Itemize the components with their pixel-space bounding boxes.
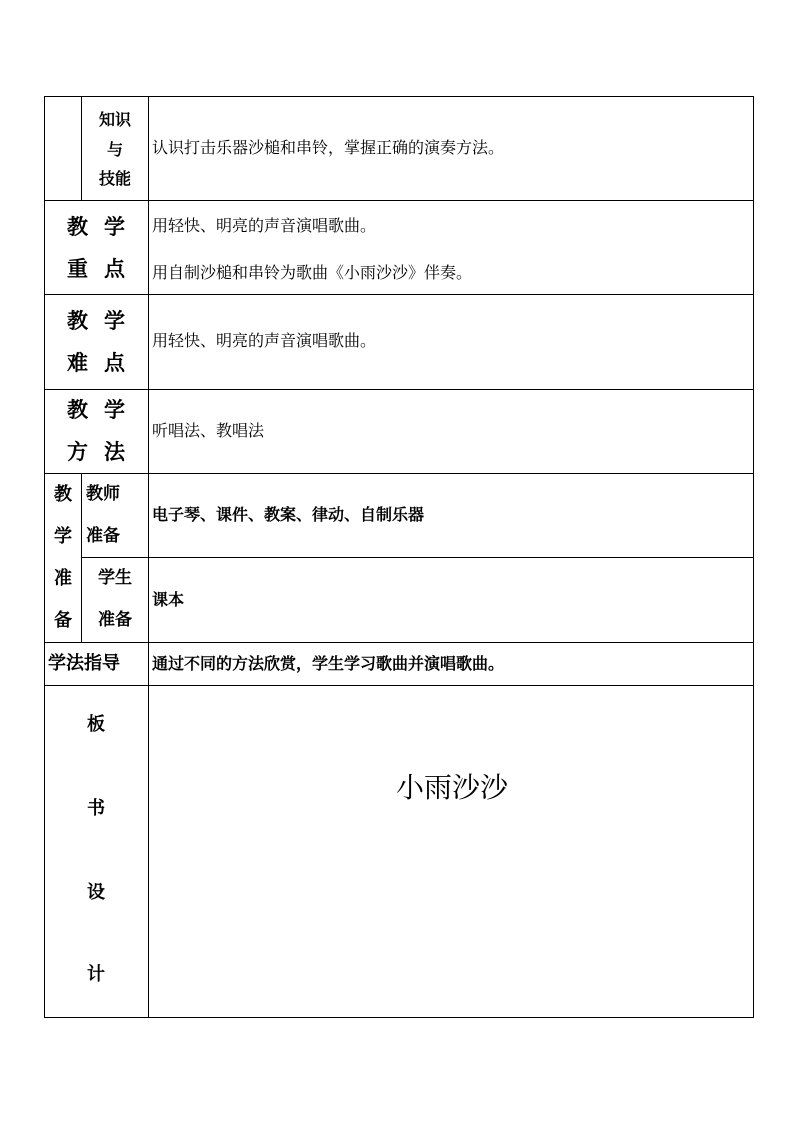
- student-prep-label-line-1: 学生: [98, 568, 132, 588]
- board-design-char-2: 书: [87, 798, 105, 819]
- row-border: [44, 642, 754, 643]
- difficulty-label-line-2: 难点: [67, 351, 141, 375]
- method-label-line-1: 教学: [67, 398, 141, 422]
- column-border: [81, 96, 82, 200]
- row-border: [44, 96, 754, 97]
- method-label-line-2: 方法: [67, 440, 141, 464]
- column-border: [753, 96, 754, 1018]
- row-border: [44, 200, 754, 201]
- method-content: 听唱法、教唱法: [152, 421, 265, 440]
- difficulty-content: 用轻快、明亮的声音演唱歌曲。: [152, 331, 377, 350]
- difficulty-label-line-1: 教学: [67, 309, 141, 333]
- row-border: [81, 557, 754, 558]
- focus-content-line-2: 用自制沙槌和串铃为歌曲《小雨沙沙》伴奏。: [152, 263, 473, 282]
- focus-label-line-1: 教学: [67, 215, 141, 239]
- column-border: [44, 96, 45, 1018]
- teacher-prep-label-line-2: 准备: [86, 526, 120, 546]
- teacher-prep-label-line-1: 教师: [86, 484, 120, 504]
- row-border: [44, 685, 754, 686]
- preparation-label-char-3: 准: [54, 568, 72, 589]
- focus-content-line-1: 用轻快、明亮的声音演唱歌曲。: [152, 216, 377, 235]
- board-design-char-3: 设: [87, 882, 105, 903]
- study-guidance-content: 通过不同的方法欣赏，学生学习歌曲并演唱歌曲。: [152, 654, 505, 673]
- study-guidance-label: 学法指导: [48, 653, 120, 674]
- preparation-label-char-1: 教: [54, 484, 72, 505]
- board-design-char-4: 计: [87, 964, 105, 985]
- board-design-char-1: 板: [87, 714, 105, 735]
- row-border: [44, 294, 754, 295]
- row-border: [44, 1017, 754, 1018]
- row-border: [44, 473, 754, 474]
- knowledge-label-line-3: 技能: [98, 169, 132, 188]
- row-border: [44, 389, 754, 390]
- knowledge-label-line-1: 知识: [98, 110, 132, 129]
- teacher-prep-content: 电子琴、课件、教案、律动、自制乐器: [152, 505, 425, 524]
- column-border: [148, 96, 149, 1018]
- preparation-label-char-4: 备: [54, 610, 72, 631]
- student-prep-label-line-2: 准备: [98, 610, 132, 630]
- knowledge-content: 认识打击乐器沙槌和串铃，掌握正确的演奏方法。: [152, 138, 505, 157]
- preparation-label-char-2: 学: [54, 526, 72, 547]
- knowledge-label-line-2: 与: [106, 140, 124, 159]
- focus-label-line-2: 重点: [67, 257, 141, 281]
- board-design-title: 小雨沙沙: [395, 771, 509, 804]
- student-prep-content: 课本: [152, 590, 185, 609]
- column-border: [81, 473, 82, 642]
